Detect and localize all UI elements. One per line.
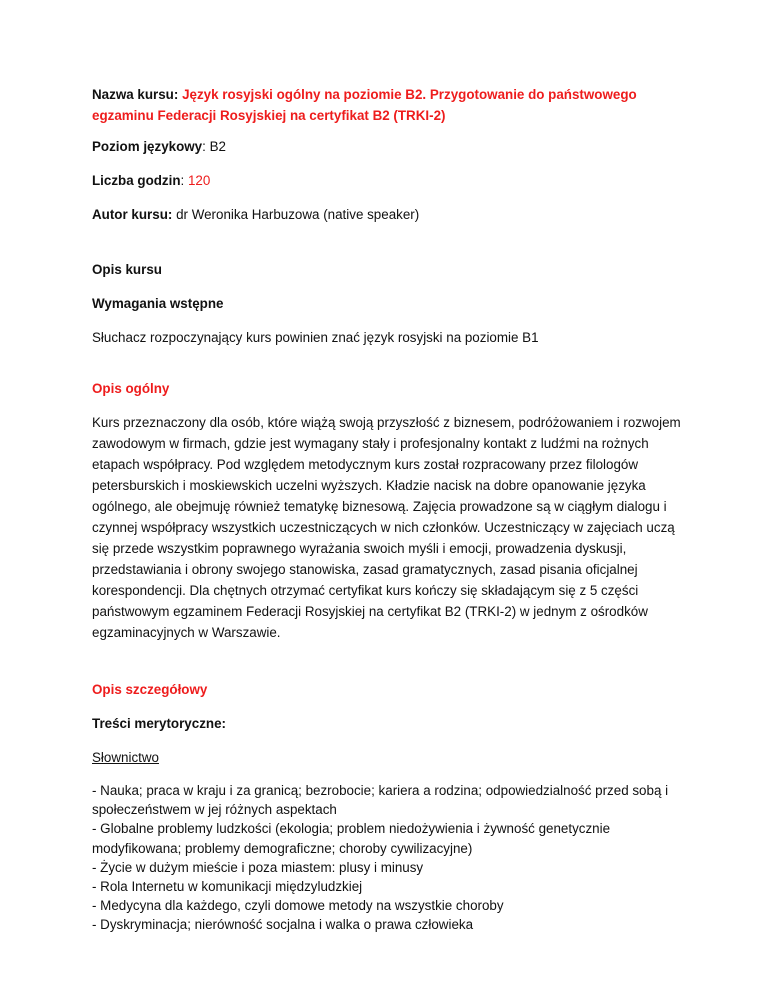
vocab-heading: Słownictwo — [92, 750, 159, 765]
list-item: - Rola Internetu w komunikacji międzyludzkiej — [92, 879, 363, 895]
course-hours-label: Liczba godzin — [92, 173, 181, 188]
vocab-list — [92, 781, 682, 935]
description-heading: Opis kursu — [92, 262, 162, 277]
list-item: - Życie w dużym mieście i poza miastem: plusy i minusy — [92, 859, 424, 875]
course-level-label: Poziom językowy — [92, 139, 203, 154]
list-item: - Nauka; praca w kraju i za granicą; bezrobocie; kariera a rodzina; odpowiedzialność przed sobą i społeczeństwem w jej różnych aspektach — [92, 783, 669, 818]
list-item: - Medycyna dla każdego, czyli domowe metody na wszystkie choroby — [92, 898, 504, 914]
course-level-line — [92, 136, 682, 157]
requirements-heading: Wymagania wstępne — [92, 296, 224, 311]
course-name-label: Nazwa kursu: — [92, 87, 179, 102]
course-hours-line — [92, 170, 682, 191]
course-hours-value: 120 — [187, 173, 211, 188]
course-level-value: : B2 — [202, 139, 226, 154]
requirements-text: Słuchacz rozpoczynający kurs powinien znać język rosyjski na poziomie B1 — [92, 330, 539, 345]
details-heading: Opis szczegółowy — [92, 682, 208, 697]
course-name-line — [92, 84, 682, 126]
course-author-label: Autor kursu: — [92, 207, 173, 222]
general-text: Kurs przeznaczony dla osób, które wiążą swoją przyszłość z biznesem, podróżowaniem i rozwojem zawodowym w firmach, gdzie jest wymagany stały i profesjonalny kontakt z ludźmi na rożnych etapach współpracy. Pod względem metodycznym kurs został rozpracowany przez filologów petersburskich i moskiewskich uczelni wyższych. Kładzie nacisk na dobre opanowanie języka ogólnego, ale obejmuję również tematykę biznesową. Zajęcia prowadzone są w ciągłym dialogu i czynnej współpracy wszystkich uczestniczących w nich członków. Uczestniczący w zajęciach uczą się przede wszystkim poprawnego wyrażania swoich myśli i emocji, prowadzenia dyskusji, przedstawiania i obrony swojego stanowiska, zasad gramatycznych, zasad pisania oficjalnej korespondencji. Dla chętnych otrzymać certyfikat kurs kończy się składającym się z 5 części państwowym egzaminem Federacji Rosyjskiej na certyfikat B2 (TRKI-2) w jednym z ośrodków egzaminacyjnych w Warszawie. — [92, 415, 681, 640]
course-hours-sep: : — [180, 173, 188, 188]
list-item: - Globalne problemy ludzkości (ekologia; problem niedożywienia i żywność genetycznie modyfikowana; problemy demograficzne; choroby cywilizacyjne) — [92, 821, 611, 856]
course-author-value: dr Weronika Harbuzowa (native speaker) — [172, 207, 420, 222]
course-author-line — [92, 204, 682, 225]
content-heading: Treści merytoryczne: — [92, 716, 226, 731]
list-item: - Dyskryminacja; nierówność socjalna i walka o prawa człowieka — [92, 917, 474, 933]
document-page — [92, 84, 682, 935]
course-name-value: Język rosyjski ogólny na poziomie B2. Przygotowanie do państwowego egzaminu Federacji Rosyjskiej na certyfikat B2 (TRKI-2) — [92, 87, 637, 123]
general-heading: Opis ogólny — [92, 381, 170, 396]
